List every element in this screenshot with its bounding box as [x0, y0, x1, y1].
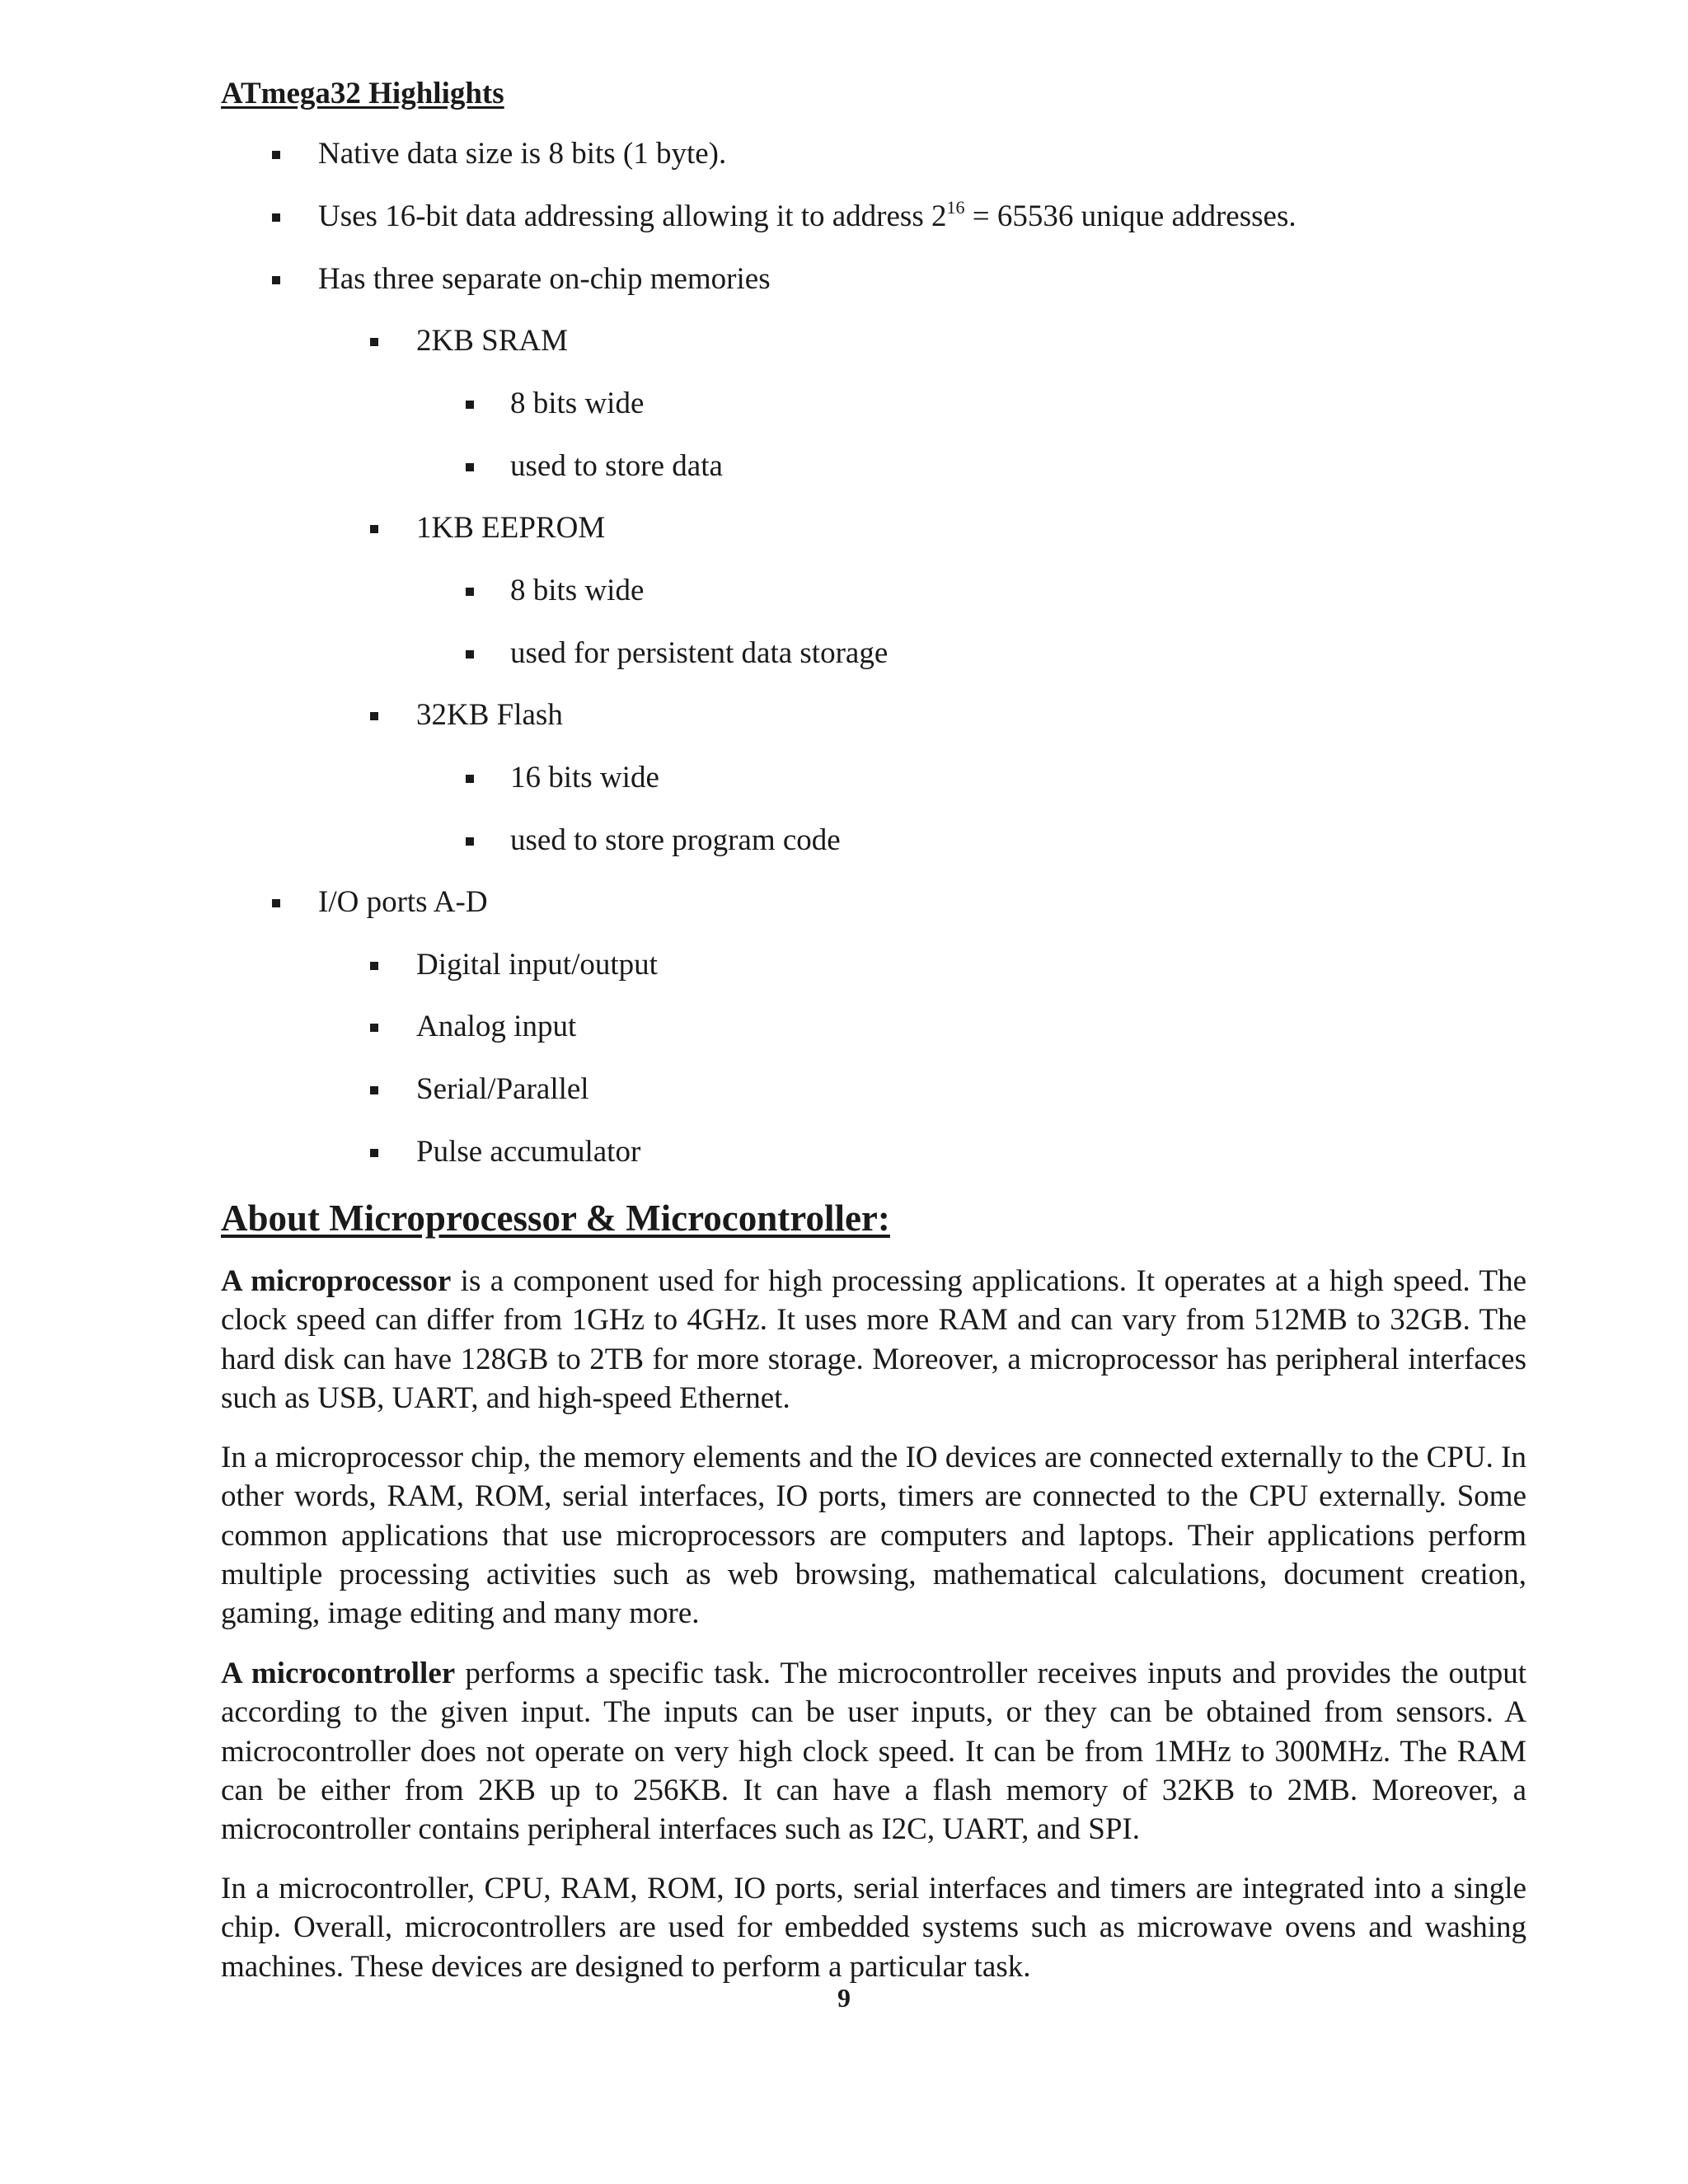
paragraph-microcontroller [221, 1654, 1526, 1849]
addressing-text-end: = 65536 unique addresses. [964, 199, 1296, 233]
square-bullet-icon [466, 775, 474, 783]
paragraph-text: is a component used for high processing applications. It operates at a high speed. The clock speed can differ from 1GHz to 4GHz. It uses more RAM and can vary from 512MB to 32GB. The hard disk can have 128GB to 2TB for more storage. Moreover, a microprocessor has peripheral interfaces such as USB, UART, and high-speed Ethernet. [221, 1264, 1526, 1415]
term-microcontroller: A microcontroller [221, 1657, 456, 1690]
list-item-text: Serial/Parallel [416, 1072, 589, 1106]
list-item-text: 8 bits wide [510, 574, 645, 607]
square-bullet-icon [370, 712, 378, 720]
list-item-text: used to store data [510, 449, 723, 483]
list-item-text: 1KB EEPROM [416, 511, 606, 545]
square-bullet-icon [466, 837, 474, 846]
paragraph-text: performs a specific task. The microcontroller receives inputs and provides the output according to the given input. The inputs can be user inputs, or they can be obtained from sensors. A microcontroller does not operate on very high clock speed. It can be from 1MHz to 300MHz. The RAM can be either from 2KB up to 256KB. It can have a flash memory of 32KB to 2MB. Moreover, a microcontroller contains peripheral interfaces such as I2C, UART, and SPI. [221, 1657, 1527, 1847]
paragraph-microcontroller-chip: In a microcontroller, CPU, RAM, ROM, IO ports, serial interfaces and timers are integrated into a single chip. Overall, microcontrollers are used for embedded systems such as microwave ovens and washing machines. These devices are designed to perform a particular task. [221, 1872, 1526, 1984]
list-item-text: I/O ports A-D [318, 885, 488, 919]
term-microprocessor: A microprocessor [221, 1264, 452, 1298]
paragraph-microprocessor [221, 1262, 1526, 1418]
exponent: 16 [946, 196, 965, 218]
square-bullet-icon [370, 1149, 378, 1157]
square-bullet-icon [466, 401, 474, 409]
square-bullet-icon [272, 899, 280, 907]
list-item-text [318, 197, 1296, 237]
list-item-text: Native data size is 8 bits (1 byte). [318, 137, 727, 171]
addressing-text-start: Uses 16-bit data addressing allowing it to address 2 [318, 199, 947, 233]
square-bullet-icon [272, 213, 280, 222]
square-bullet-icon [370, 525, 378, 533]
square-bullet-icon [272, 151, 280, 159]
list-item-text: 16 bits wide [510, 761, 659, 794]
list-item-text: used to store program code [510, 823, 841, 857]
section-heading-atmega32-highlights: ATmega32 Highlights [221, 77, 504, 110]
square-bullet-icon [466, 588, 474, 596]
list-item-text: used for persistent data storage [510, 636, 889, 670]
paragraph-microprocessor-chip: In a microprocessor chip, the memory elements and the IO devices are connected externally to the CPU. In other words, RAM, ROM, serial interfaces, IO ports, timers are connected to the CPU externally. Some common applications that use microprocessors are computers and laptops. Their applications perform multiple processing activities such as web browsing, mathematical calculations, document creation, gaming, image editing and many more. [221, 1441, 1526, 1631]
list-item-text: Digital input/output [416, 948, 658, 982]
square-bullet-icon [466, 463, 474, 471]
square-bullet-icon [272, 276, 280, 284]
square-bullet-icon [370, 1024, 378, 1032]
list-item-text: Has three separate on-chip memories [318, 262, 771, 296]
square-bullet-icon [466, 650, 474, 658]
list-item-text: 2KB SRAM [416, 324, 569, 358]
page-number: 9 [837, 1983, 851, 2013]
section-heading-microprocessor-microcontroller: About Microprocessor & Microcontroller: [221, 1197, 890, 1239]
list-item-text: 32KB Flash [416, 698, 563, 732]
square-bullet-icon [370, 962, 378, 970]
square-bullet-icon [370, 1086, 378, 1094]
list-item-text: Analog input [416, 1010, 577, 1043]
list-item-text: 8 bits wide [510, 387, 645, 420]
list-item-text: Pulse accumulator [416, 1135, 641, 1169]
square-bullet-icon [370, 338, 378, 346]
